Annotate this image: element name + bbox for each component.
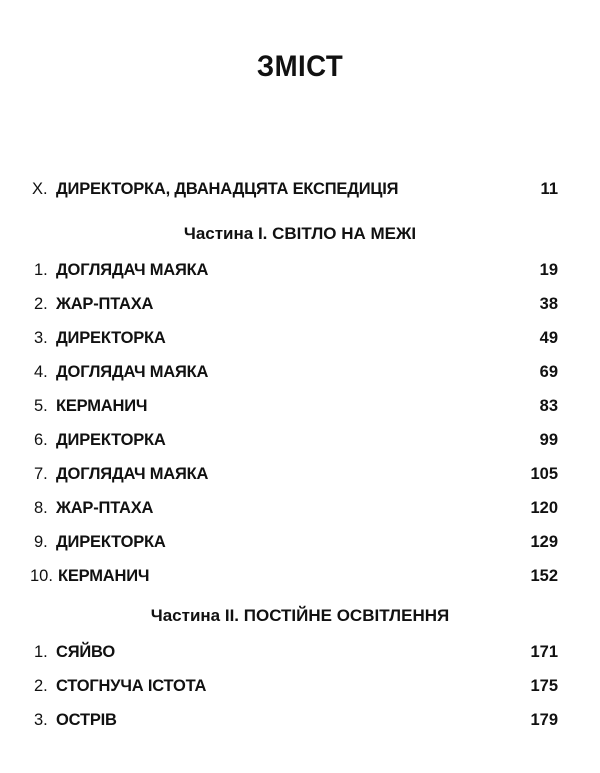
entry-number: 4. [34,363,48,381]
part-heading-2: Частина ІІ. ПОСТІЙНЕ ОСВІТЛЕННЯ [150,606,450,625]
entry-title: ЖАР-ПТАХА [56,295,154,313]
entry-page: 11 [540,180,558,198]
entry-number: 2. [34,295,48,313]
toc-entry[interactable] [34,393,558,419]
part-heading-1: Частина І. СВІТЛО НА МЕЖІ [183,224,417,243]
entry-page: 175 [530,677,558,695]
toc-entry[interactable] [34,495,558,521]
entry-title: ДИРЕКТОРКА [56,329,166,347]
entry-title: ЖАР-ПТАХА [56,499,154,517]
page-title: ЗМІСТ [256,50,344,83]
toc-entry[interactable] [34,707,558,733]
entry-title: КЕРМАНИЧ [58,567,150,585]
entry-number: 5. [34,397,48,415]
entry-page: 99 [539,431,558,449]
entry-number: 8. [34,499,48,517]
toc-entry[interactable] [34,325,558,351]
entry-page: 129 [530,533,558,551]
toc-entry[interactable] [30,563,558,589]
entry-title: ДОГЛЯДАЧ МАЯКА [56,465,209,483]
entry-page: 19 [539,261,558,279]
entry-title: ДИРЕКТОРКА [56,533,166,551]
entry-number: 10. [30,567,53,585]
entry-page: 83 [539,397,558,415]
entry-number: 1. [34,643,48,661]
entry-page: 120 [530,499,558,517]
toc-entry[interactable] [34,291,558,317]
toc-entry[interactable] [34,257,558,283]
toc-entry[interactable] [34,427,558,453]
toc-entry[interactable] [34,639,558,665]
entry-page: 171 [530,643,558,661]
toc-entry[interactable] [34,673,558,699]
entry-title: СЯЙВО [56,643,115,661]
entry-number: 1. [34,261,48,279]
entry-title: КЕРМАНИЧ [56,397,148,415]
entry-page: 152 [530,567,558,585]
entry-page: 105 [530,465,558,483]
entry-number: Х. [32,180,48,198]
entry-title: ДОГЛЯДАЧ МАЯКА [56,363,209,381]
entry-number: 3. [34,711,48,729]
toc-entry[interactable] [34,529,558,555]
entry-number: 2. [34,677,48,695]
entry-number: 6. [34,431,48,449]
entry-title: ДИРЕКТОРКА [56,431,166,449]
entry-page: 49 [539,329,558,347]
entry-number: 7. [34,465,48,483]
entry-page: 38 [539,295,558,313]
entry-title: ДИРЕКТОРКА, ДВАНАДЦЯТА ЕКСПЕДИЦІЯ [56,180,399,198]
entry-title: ДОГЛЯДАЧ МАЯКА [56,261,209,279]
entry-number: 9. [34,533,48,551]
entry-title: СТОГНУЧА ІСТОТА [56,677,207,695]
entry-title: ОСТРІВ [56,711,117,729]
entry-number: 3. [34,329,48,347]
entry-page: 69 [539,363,558,381]
toc-entry-prologue[interactable] [32,176,558,202]
toc-entry[interactable] [34,461,558,487]
toc-entry[interactable] [34,359,558,385]
entry-page: 179 [530,711,558,729]
